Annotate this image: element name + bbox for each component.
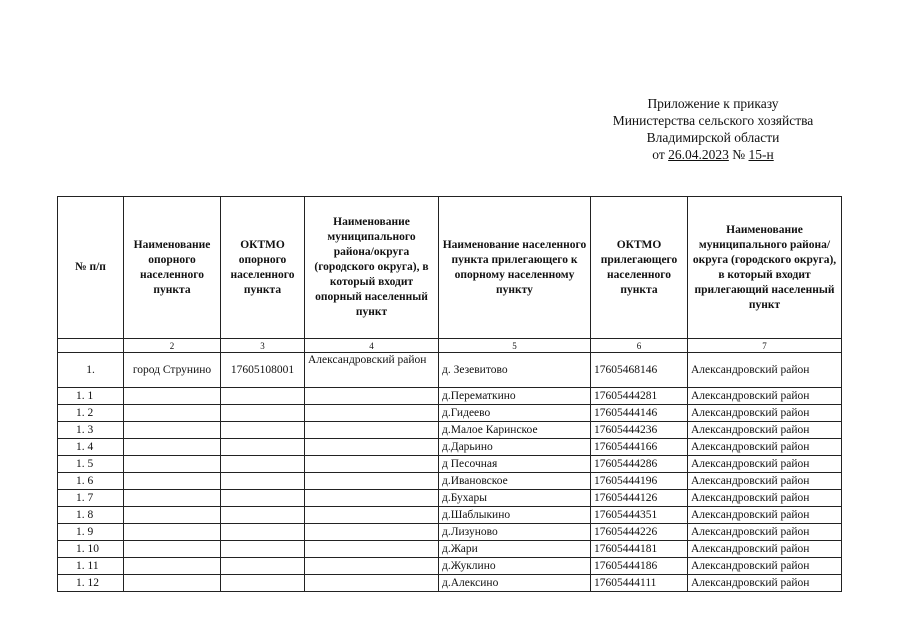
hub-district-empty (305, 473, 439, 490)
column-number: 5 (439, 339, 591, 353)
settlement-name: д.Перематкино (439, 388, 591, 405)
header-date-line (560, 146, 866, 163)
row-number: 1. 2 (58, 405, 124, 422)
col-header-settlement-oktmo: ОКТМО прилегающего населенного пункта (591, 197, 688, 339)
table-row (58, 405, 842, 422)
hub-district-empty (305, 388, 439, 405)
date-prefix: от (652, 147, 669, 162)
hub-name-empty (124, 541, 221, 558)
table-row (58, 353, 842, 388)
hub-name-empty (124, 524, 221, 541)
hub-district-empty (305, 456, 439, 473)
table-row (58, 558, 842, 575)
settlement-oktmo: 17605444236 (591, 422, 688, 439)
hub-name-empty (124, 575, 221, 592)
table-row (58, 507, 842, 524)
header-line-2: Министерства сельского хозяйства (612, 113, 814, 128)
table-row (58, 575, 842, 592)
settlement-district: Александровский район (688, 507, 842, 524)
row-number: 1. (58, 353, 124, 388)
hub-district-empty (305, 490, 439, 507)
col-header-settlement-district: Наименование муниципального района/округа (городского округа), в который входит прилегающий населенный пункт (688, 197, 842, 339)
hub-district-empty (305, 405, 439, 422)
hub-name: город Струнино (124, 353, 221, 388)
table-row (58, 490, 842, 507)
hub-name-empty (124, 422, 221, 439)
hub-oktmo-empty (221, 473, 305, 490)
hub-oktmo-empty (221, 456, 305, 473)
table-row (58, 456, 842, 473)
row-number: 1. 8 (58, 507, 124, 524)
settlement-name: д.Бухары (439, 490, 591, 507)
settlement-name: д.Лизуново (439, 524, 591, 541)
hub-oktmo-empty (221, 541, 305, 558)
hub-name-empty (124, 473, 221, 490)
settlement-name: д Песочная (439, 456, 591, 473)
hub-oktmo-empty (221, 439, 305, 456)
settlement-oktmo: 17605444181 (591, 541, 688, 558)
settlement-name: д.Жари (439, 541, 591, 558)
hub-name-empty (124, 439, 221, 456)
settlement-oktmo: 17605444351 (591, 507, 688, 524)
settlement-district: Александровский район (688, 541, 842, 558)
settlement-oktmo: 17605444111 (591, 575, 688, 592)
hub-oktmo-empty (221, 524, 305, 541)
order-date: 26.04.2023 (668, 147, 729, 162)
settlement-district: Александровский район (688, 473, 842, 490)
settlement-district: Александровский район (688, 456, 842, 473)
row-number: 1. 7 (58, 490, 124, 507)
settlement-name: д. Зезевитово (439, 353, 591, 388)
hub-name-empty (124, 558, 221, 575)
column-number: 6 (591, 339, 688, 353)
order-number: 15-н (748, 147, 774, 162)
settlement-oktmo: 17605444196 (591, 473, 688, 490)
hub-district-empty (305, 507, 439, 524)
hub-district-empty (305, 541, 439, 558)
column-number: 3 (221, 339, 305, 353)
settlement-name: д.Алексино (439, 575, 591, 592)
settlement-district: Александровский район (688, 439, 842, 456)
table-row (58, 473, 842, 490)
settlement-name: д.Шаблыкино (439, 507, 591, 524)
settlement-name: д.Гидеево (439, 405, 591, 422)
row-number: 1. 11 (58, 558, 124, 575)
hub-district-empty (305, 558, 439, 575)
hub-district-empty (305, 575, 439, 592)
hub-oktmo-empty (221, 490, 305, 507)
settlement-name: д.Ивановское (439, 473, 591, 490)
settlement-oktmo: 17605444146 (591, 405, 688, 422)
settlement-district: Александровский район (688, 388, 842, 405)
row-number: 1. 12 (58, 575, 124, 592)
hub-name-empty (124, 388, 221, 405)
col-header-hub-district: Наименование муниципального района/округа (городского округа), в который входит опорный населенный пункт (305, 197, 439, 339)
header-line-1: Приложение к приказу (647, 96, 779, 111)
hub-district: Александровский район (305, 353, 439, 388)
column-number (58, 339, 124, 353)
hub-district-empty (305, 524, 439, 541)
hub-oktmo-empty (221, 388, 305, 405)
hub-oktmo: 17605108001 (221, 353, 305, 388)
row-number: 1. 1 (58, 388, 124, 405)
table-row (58, 439, 842, 456)
col-header-number: № п/п (58, 197, 124, 339)
column-number: 7 (688, 339, 842, 353)
hub-district-empty (305, 439, 439, 456)
settlement-oktmo: 17605444126 (591, 490, 688, 507)
settlement-district: Александровский район (688, 490, 842, 507)
settlement-name: д.Жуклино (439, 558, 591, 575)
row-number: 1. 3 (58, 422, 124, 439)
hub-district-empty (305, 422, 439, 439)
table-row (58, 422, 842, 439)
document-header (560, 95, 866, 163)
settlement-oktmo: 17605444226 (591, 524, 688, 541)
header-line-3: Владимирской области (646, 130, 780, 145)
settlement-district: Александровский район (688, 558, 842, 575)
col-header-hub-oktmo: ОКТМО опорного населенного пункта (221, 197, 305, 339)
settlements-table (57, 196, 842, 592)
settlement-oktmo: 17605468146 (591, 353, 688, 388)
hub-name-empty (124, 490, 221, 507)
row-number: 1. 5 (58, 456, 124, 473)
settlement-name: д.Дарьино (439, 439, 591, 456)
col-header-hub-name: Наименование опорного населенного пункта (124, 197, 221, 339)
hub-oktmo-empty (221, 575, 305, 592)
column-number: 2 (124, 339, 221, 353)
hub-name-empty (124, 507, 221, 524)
hub-name-empty (124, 456, 221, 473)
settlement-oktmo: 17605444186 (591, 558, 688, 575)
settlement-district: Александровский район (688, 353, 842, 388)
hub-oktmo-empty (221, 405, 305, 422)
number-prefix: № (728, 147, 749, 162)
table-row (58, 388, 842, 405)
col-header-settlement: Наименование населенного пункта прилегающего к опорному населенному пункту (439, 197, 591, 339)
settlement-oktmo: 17605444281 (591, 388, 688, 405)
settlement-oktmo: 17605444166 (591, 439, 688, 456)
settlement-district: Александровский район (688, 405, 842, 422)
hub-name-empty (124, 405, 221, 422)
table-row (58, 524, 842, 541)
row-number: 1. 4 (58, 439, 124, 456)
settlement-district: Александровский район (688, 422, 842, 439)
row-number: 1. 9 (58, 524, 124, 541)
settlement-name: д.Малое Каринское (439, 422, 591, 439)
table-row (58, 541, 842, 558)
settlement-district: Александровский район (688, 524, 842, 541)
column-number: 4 (305, 339, 439, 353)
settlement-district: Александровский район (688, 575, 842, 592)
hub-oktmo-empty (221, 422, 305, 439)
row-number: 1. 10 (58, 541, 124, 558)
column-numbers-row (58, 339, 842, 353)
hub-oktmo-empty (221, 507, 305, 524)
row-number: 1. 6 (58, 473, 124, 490)
table-header-row (58, 197, 842, 339)
settlement-oktmo: 17605444286 (591, 456, 688, 473)
hub-oktmo-empty (221, 558, 305, 575)
